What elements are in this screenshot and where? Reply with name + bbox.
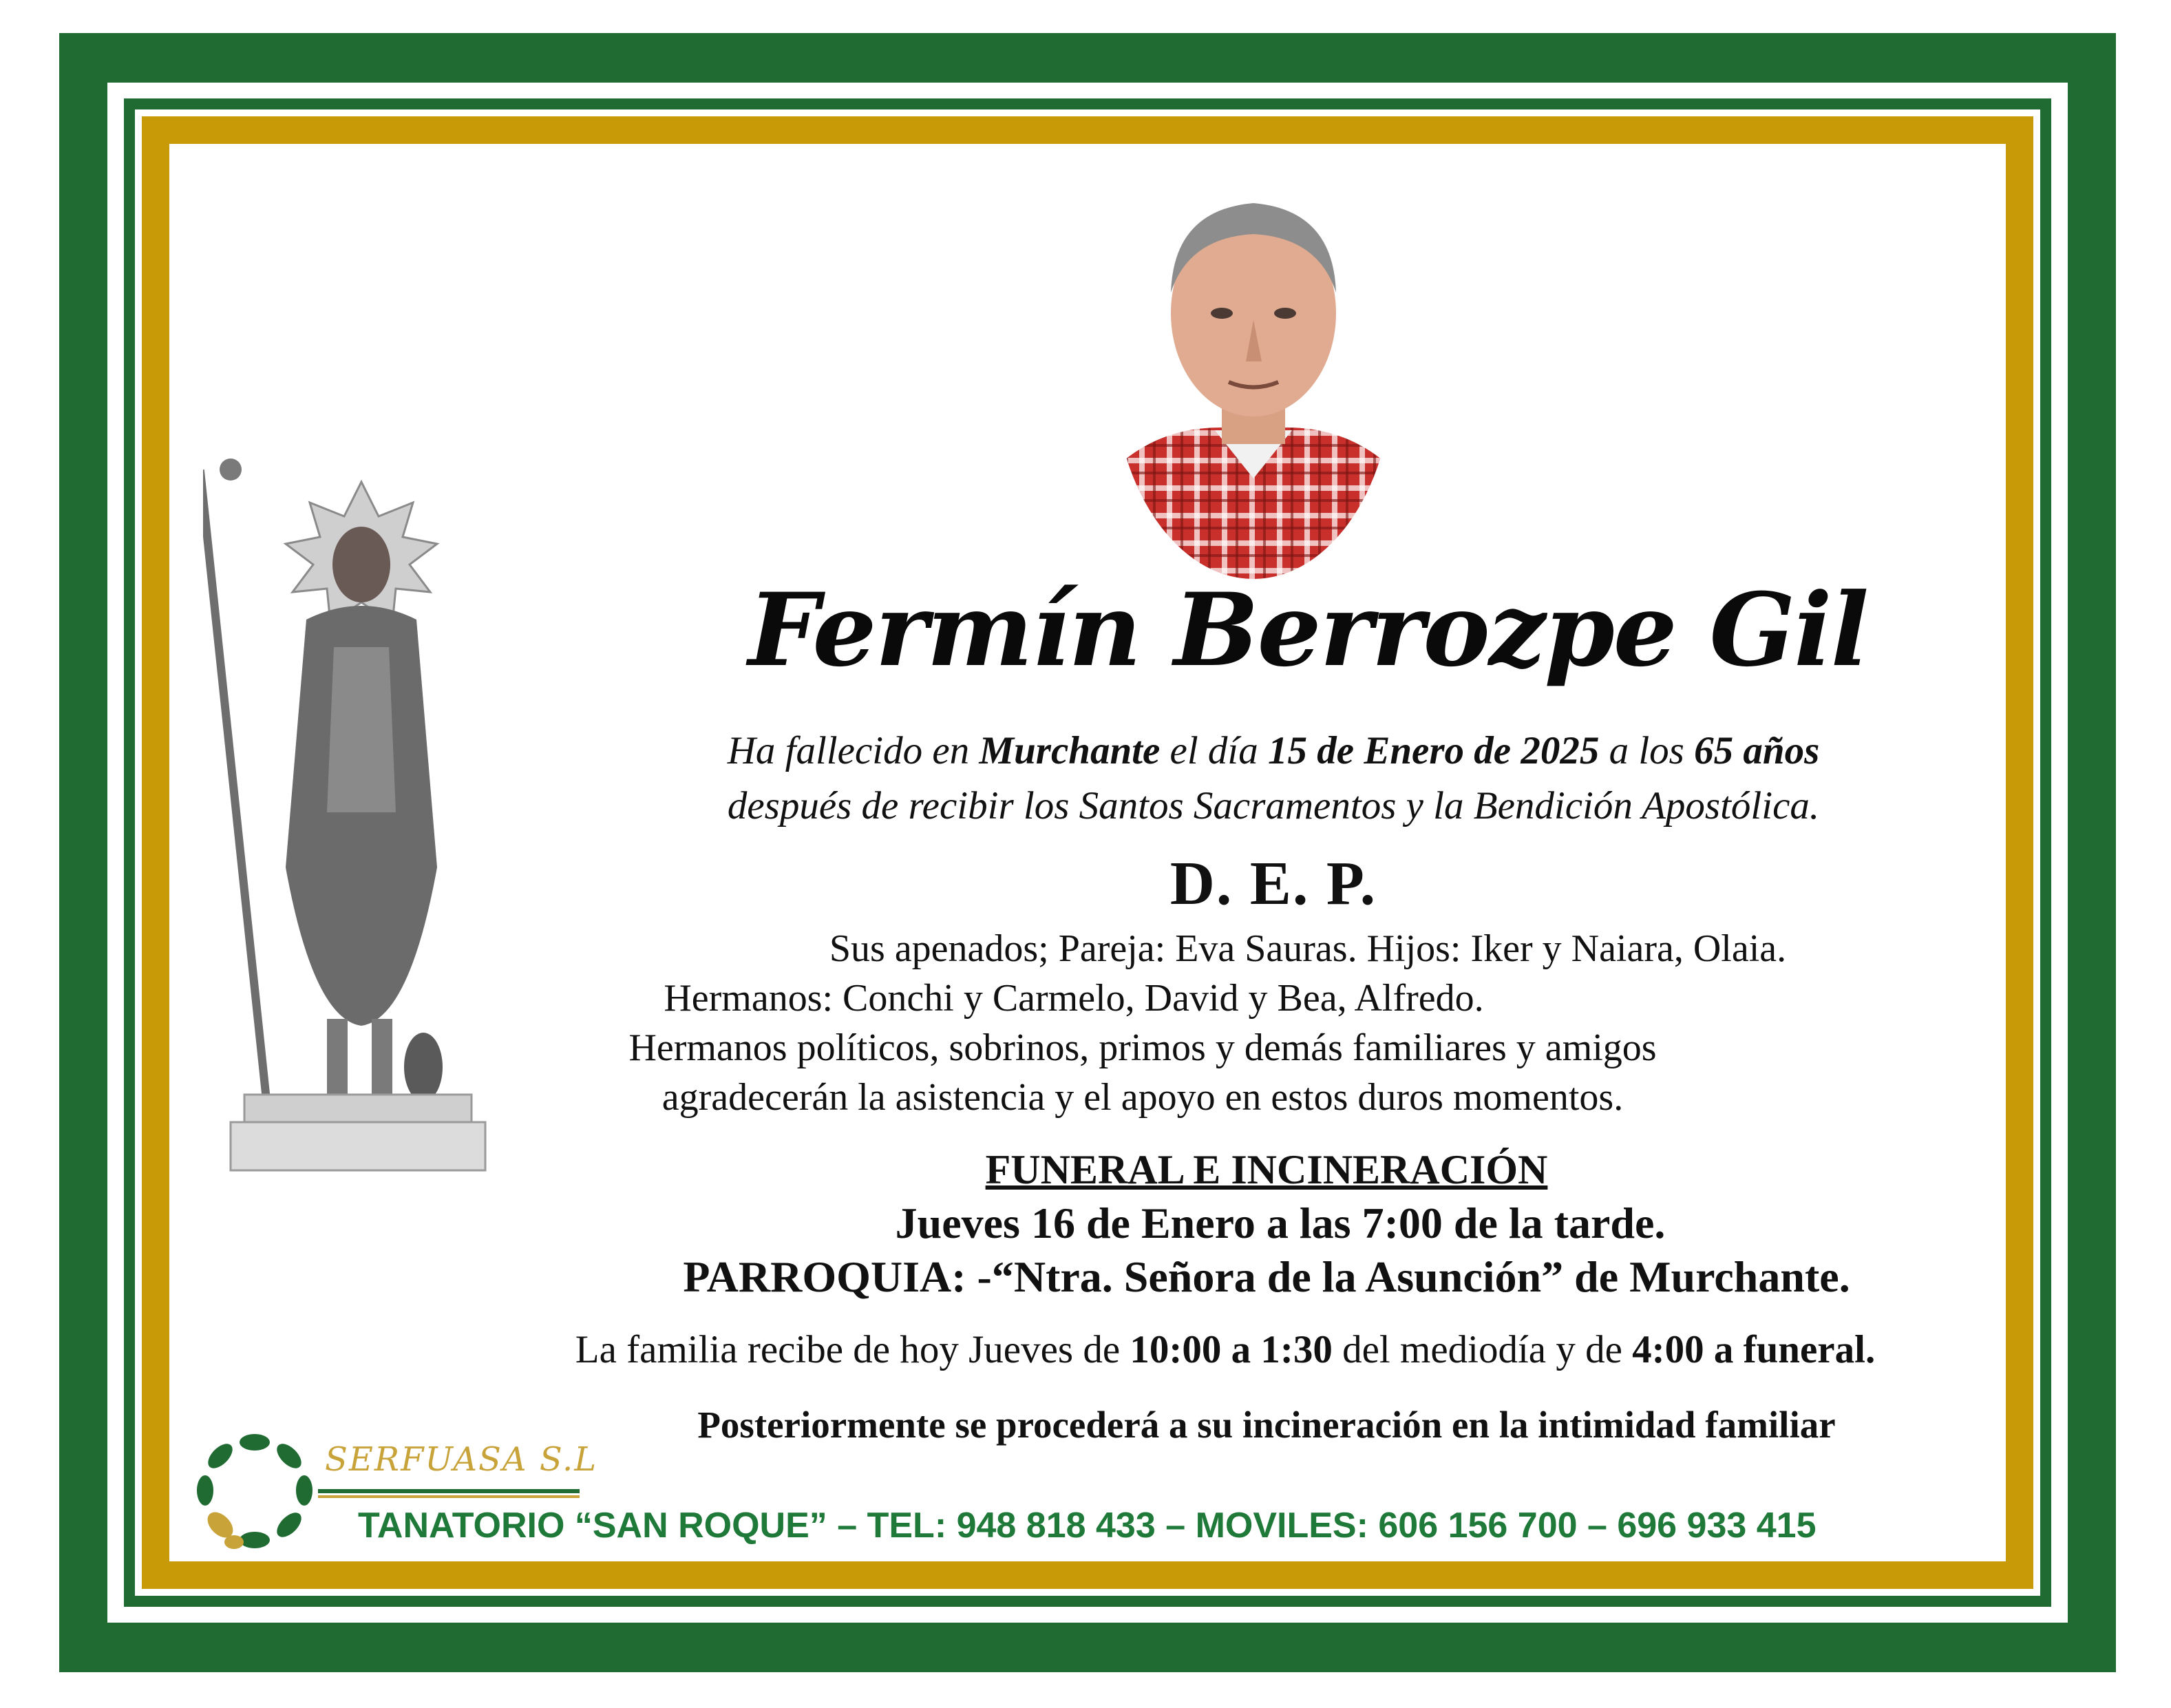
deceased-portrait (1112, 155, 1395, 582)
serfuasa-wreath-logo-icon (186, 1422, 324, 1559)
death-info-text-b: el día (1160, 729, 1269, 772)
family-line-3: Hermanos políticos, sobrinos, primos y demás familiares y amigos (628, 1026, 1657, 1069)
funeral-title: FUNERAL E INCINERACIÓN (985, 1147, 1548, 1192)
reception-hours (399, 1327, 2051, 1372)
funeral-parish: PARROQUIA: -“Ntra. Señora de la Asunción” de Murchante. (683, 1252, 1850, 1301)
reception-time-2: 4:00 a funeral. (1632, 1328, 1876, 1371)
company-contact: TANATORIO “SAN ROQUE” – TEL: 948 818 433 – MOVILES: 606 156 700 – 696 933 415 (358, 1506, 1817, 1546)
reception-text-a: La familia recibe de hoy Jueves de (575, 1328, 1130, 1371)
death-date: 15 de Enero de 2025 (1268, 729, 1600, 772)
incineration-note: Posteriormente se procederá a su incineración en la intimidad familiar (697, 1404, 1836, 1446)
death-info-line (447, 728, 2099, 773)
reception-text-b: del mediodía y de (1332, 1328, 1633, 1371)
dep-heading: D. E. P. (1169, 850, 1377, 918)
sacraments-line: después de recibir los Santos Sacramentos y la Bendición Apostólica. (727, 784, 1820, 827)
company-name: SERFUASA S.L (325, 1440, 598, 1479)
family-line-1: Sus apenados; Pareja: Eva Sauras. Hijos: Iker y Naiara, Olaia. (829, 927, 1787, 970)
death-place: Murchante (979, 729, 1161, 772)
company-rule-green (318, 1489, 580, 1493)
funeral-date: Jueves 16 de Enero a las 7:00 de la tarde. (895, 1199, 1666, 1247)
death-info-text-a: Ha fallecido en (727, 729, 979, 772)
family-line-4: agradecerán la asistencia y el apoyo en estos duros momentos. (661, 1076, 1624, 1119)
deceased-name: Fermín Berrozpe Gil (748, 571, 1868, 689)
reception-time-1: 10:00 a 1:30 (1130, 1328, 1333, 1371)
company-rule-gold (318, 1495, 580, 1498)
family-line-2: Hermanos: Conchi y Carmelo, David y Bea, Alfredo. (664, 977, 1484, 1020)
death-info-text-c: a los (1599, 729, 1695, 772)
death-age: 65 años (1694, 729, 1820, 772)
